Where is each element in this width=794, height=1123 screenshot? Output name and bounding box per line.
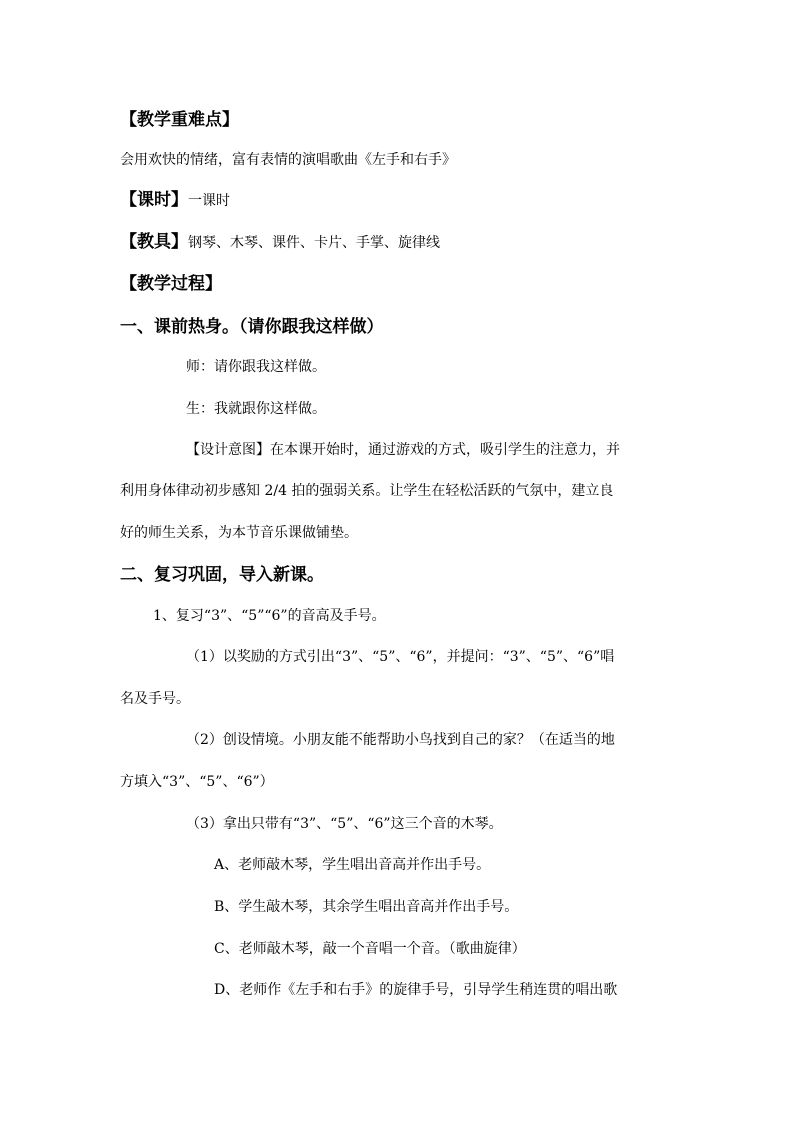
step-c: C、老师敲木琴，敲一个音唱一个音。（歌曲旋律）: [214, 941, 526, 957]
tools-label: 【教具】: [120, 232, 188, 252]
process-heading: 【教学过程】: [120, 274, 222, 294]
intent-line-2: 利用身体律动初步感知 2/4 拍的强弱关系。让学生在轻松活跃的气氛中，建立良: [120, 483, 614, 499]
section2-heading: 二、复习巩固，导入新课。: [120, 565, 324, 585]
tools-row: [120, 232, 440, 253]
step-a: A、老师敲木琴，学生唱出音高并作出手号。: [214, 857, 491, 873]
step-d: D、老师作《左手和右手》的旋律手号，引导学生稍连贯的唱出歌: [214, 982, 618, 998]
sub1-line-1: （1）以奖励的方式引出“3”、“5”、“6”，并提问：“3”、“5”、“6”唱: [186, 649, 615, 665]
intent-line-3: 好的师生关系，为本节音乐课做铺垫。: [120, 525, 358, 541]
teacher-line: 师：请你跟我这样做。: [186, 359, 326, 375]
intent-line-1: 【设计意图】在本课开始时，通过游戏的方式，吸引学生的注意力，并: [186, 442, 620, 458]
student-line: 生：我就跟你这样做。: [186, 401, 326, 417]
hours-row: [120, 190, 230, 211]
item1-text: 1、复习“3”、“5”“6”的音高及手号。: [153, 608, 386, 624]
hours-text: 一课时: [188, 193, 230, 209]
sub2-line-2: 方填入“3”、“5”、“6”）: [120, 774, 274, 790]
difficulty-heading: 【教学重难点】: [120, 110, 239, 130]
difficulty-text: 会用欢快的情绪，富有表情的演唱歌曲《左手和右手》: [120, 152, 456, 168]
sub1-line-2: 名及手号。: [120, 691, 190, 707]
sub3-text: （3）拿出只带有“3”、“5”、“6”这三个音的木琴。: [186, 816, 503, 832]
hours-label: 【课时】: [120, 190, 188, 210]
tools-text: 钢琴、木琴、课件、卡片、手掌、旋律线: [188, 235, 440, 251]
step-b: B、学生敲木琴，其余学生唱出音高并作出手号。: [214, 899, 519, 915]
section1-heading: 一、课前热身。（请你跟我这样做）: [120, 317, 384, 337]
sub2-line-1: （2）创设情境。小朋友能不能帮助小鸟找到自己的家？（在适当的地: [186, 732, 615, 748]
